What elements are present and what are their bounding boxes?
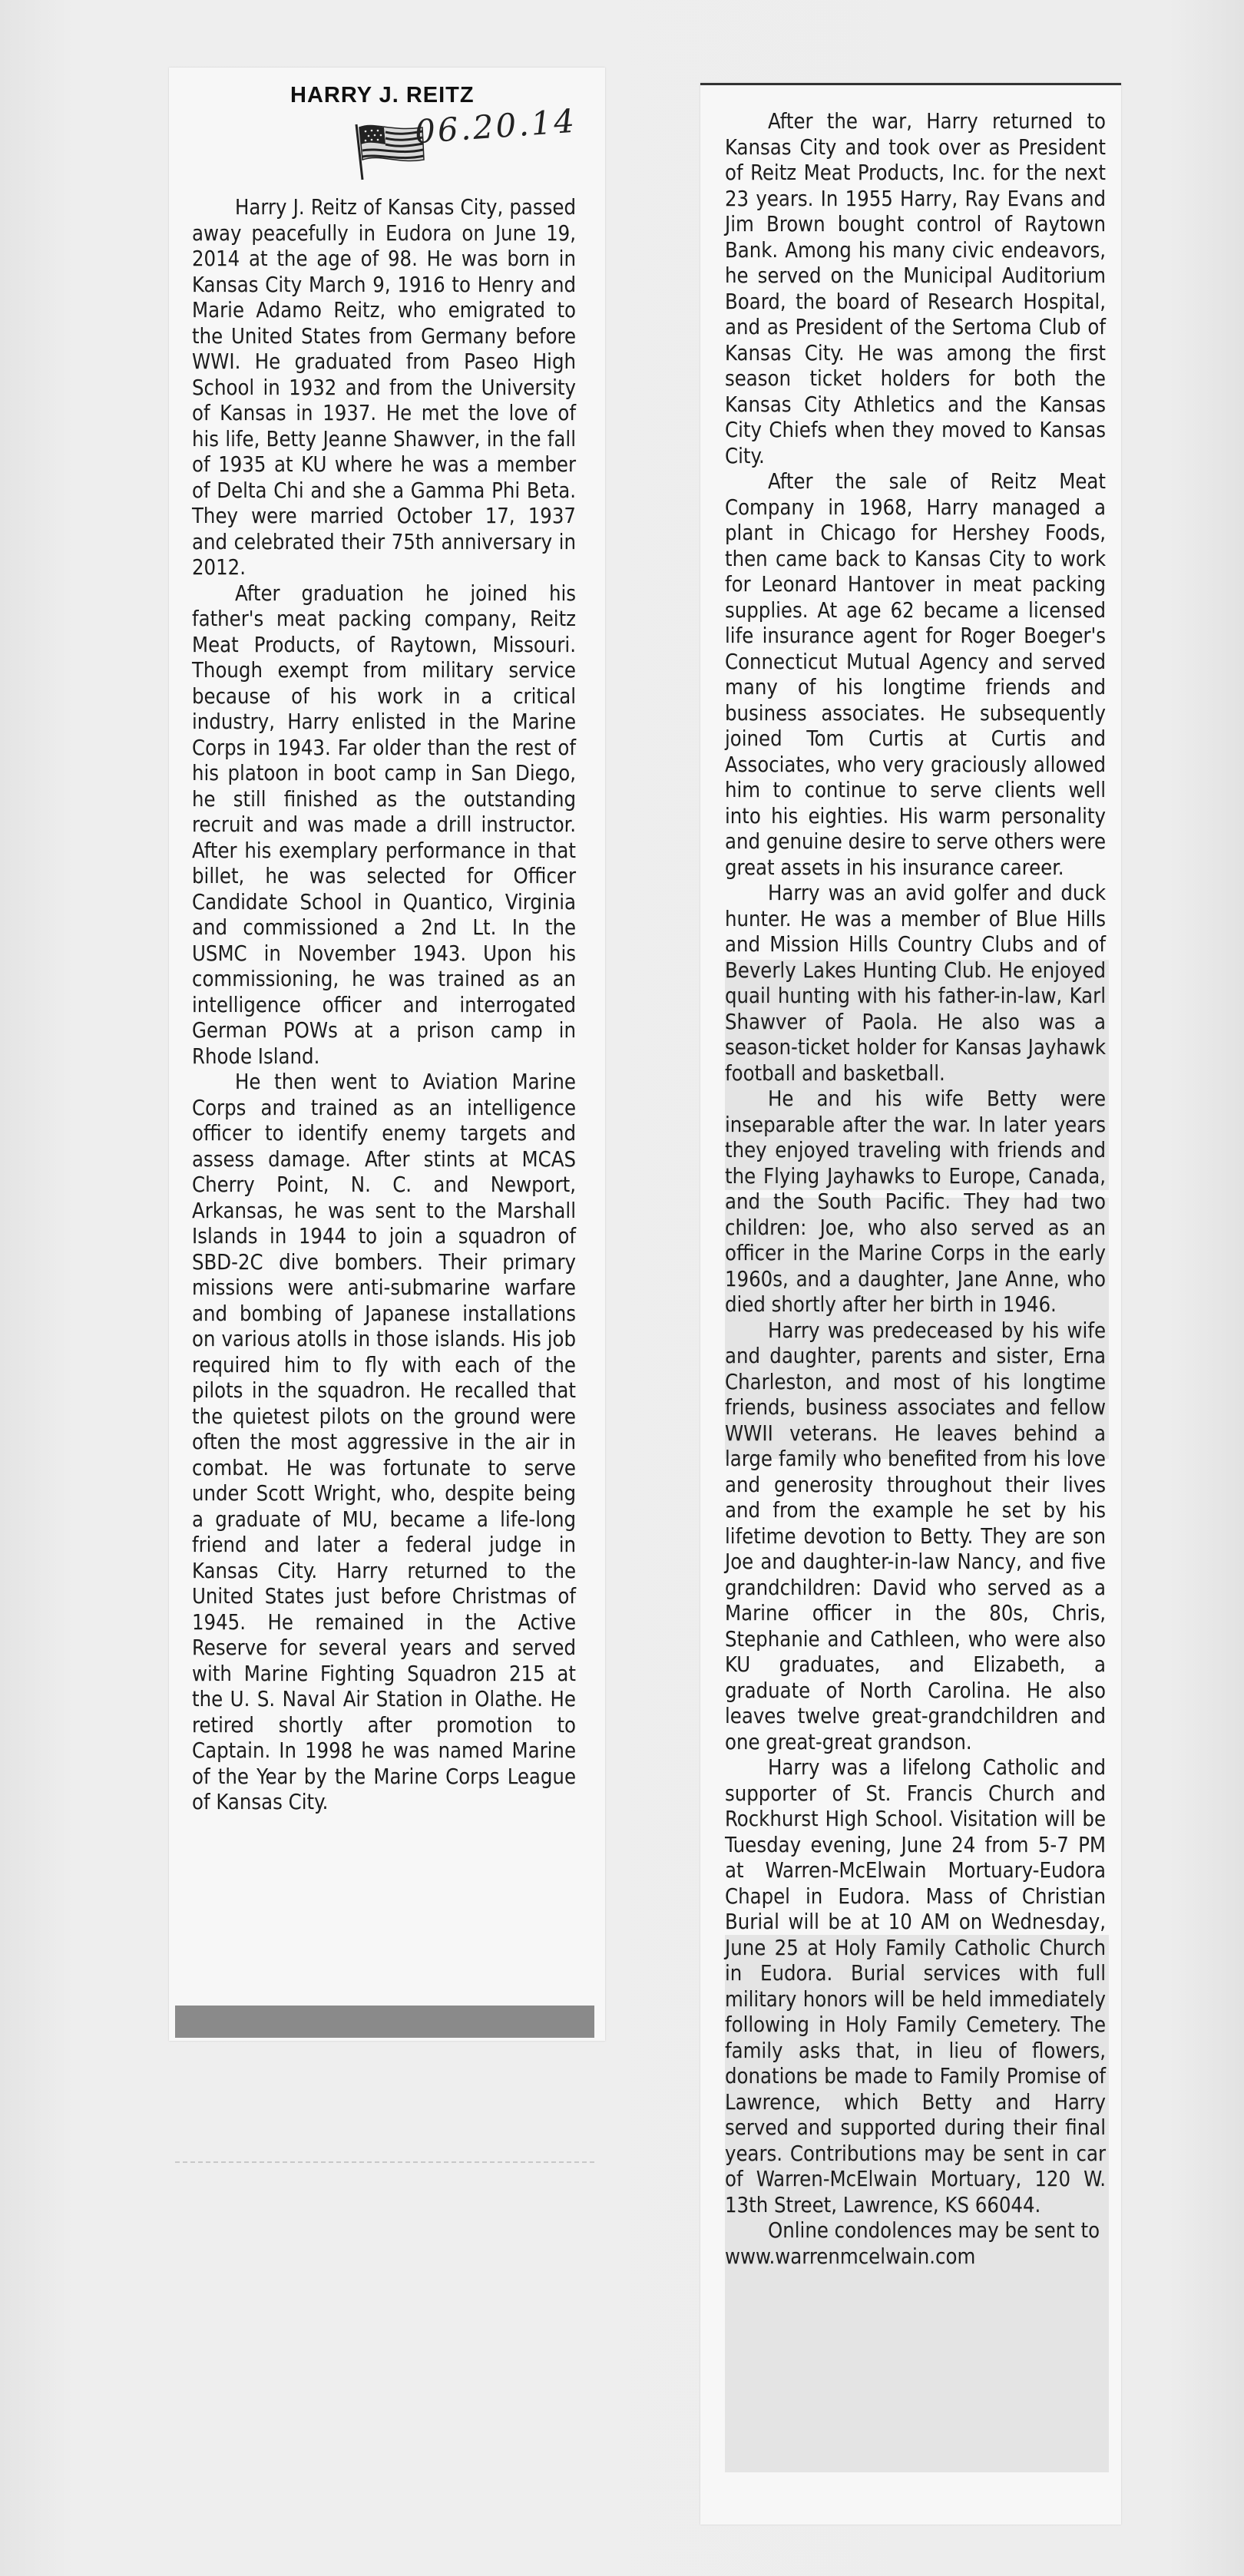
left-column-text	[192, 195, 576, 1816]
paragraph: After graduation he joined his father's meat packing company, Reitz Meat Products, of Raytown, Missouri. Though exempt from military service because of his work in a critical industry, Harry enlisted in the Marine Corps in 1943. Far older than the rest of his platoon in boot camp in San Diego, he still finished as the outstanding recruit and was made a drill instructor. After his exemplary performance in that billet, he was selected for Officer Candidate School in Quantico, Virginia and commissioned a 2nd Lt. In the USMC in November 1943. Upon his commissioning, he was trained as an intelligence officer and interrogated German POWs at a prison camp in Rhode Island.	[192, 581, 576, 1069]
top-rule	[700, 83, 1121, 85]
paragraph: Harry J. Reitz of Kansas City, passed away peacefully in Eudora on June 19, 2014 at the age of 98. He was born in Kansas City March 9, 1916 to Henry and Marie Adamo Reitz, who emigrated to the United States from Germany before WWI. He graduated from Paseo High School in 1932 and from the University of Kansas in 1937. He met the love of his life, Betty Jeanne Shawver, in the fall of 1935 at KU where he was a member of Delta Chi and she a Gamma Phi Beta. They were married October 17, 1937 and celebrated their 75th anniversary in 2012.	[192, 196, 576, 580]
mortuary-website-link[interactable]: www.warrenmcelwain.com	[725, 2244, 976, 2269]
paragraph: After the sale of Reitz Meat Company in 1968, Harry managed a plant in Chicago for Hershey Foods, then came back to Kansas City to work for Leonard Hantover in meat packing supplies. At age 62 became a licensed life insurance agent for Roger Boeger's Connecticut Mutual Agency and served many of his longtime friends and business associates. He subsequently joined Tom Curtis at Curtis and Associates, who very graciously allowed him to continue to serve clients well into his eighties. His warm personality and genuine desire to serve others were great assets in his insurance career.	[725, 470, 1106, 880]
paragraph: After the war, Harry returned to Kansas City and took over as President of Reitz Meat Products, Inc. for the next 23 years. In 1955 Harry, Ray Evans and Jim Brown bought control of Raytown Bank. Among his many civic endeavors, he served on the Municipal Auditorium Board, the board of Research Hospital, and as President of the Sertoma Club of Kansas City. He was among the first season ticket holders for both the Kansas City Athletics and the Kansas City Chiefs when they moved to Kansas City.	[725, 110, 1106, 468]
handwritten-date: 06.20.14	[413, 101, 578, 151]
obituary-headline: HARRY J. REITZ	[290, 83, 475, 107]
cut-line	[175, 2161, 594, 2163]
paragraph: He and his wife Betty were inseparable after the war. In later years they enjoyed traveling with friends and the Flying Jayhawks to Europe, Canada, and the South Pacific. They had two children: Joe, who also served as an officer in the Marine Corps in the early 1960s, and a daughter, Jane Anne, who died shortly after her birth in 1946.	[725, 1087, 1106, 1317]
gray-divider-band	[175, 2006, 594, 2038]
paragraph: Harry was a lifelong Catholic and supporter of St. Francis Church and Rockhurst High School. Visitation will be Tuesday evening, June 24 from 5-7 PM at Warren-McElwain Mortuary-Eudora Chapel in Eudora. Mass of Christian Burial will be at 10 AM on Wednesday, June 25 at Holy Family Catholic Church in Eudora. Burial services with full military honors will be held immediately following in Holy Family Cemetery. The family asks that, in lieu of flowers, donations be made to Family Promise of Lawrence, which Betty and Harry served and supported during their final years. Contributions may be sent in car of Warren-McElwain Mortuary, 120 W. 13th Street, Lawrence, KS 66044.	[725, 1756, 1106, 2217]
right-column-text	[725, 109, 1106, 2270]
paragraph: He then went to Aviation Marine Corps and trained as an intelligence officer to identify enemy targets and assess damage. After stints at MCAS Cherry Point, N. C. and Newport, Arkansas, he was sent to the Marshall Islands in 1944 to join a squadron of SBD-2C dive bombers. Their primary missions were anti-submarine warfare and bombing of Japanese installations on various atolls in those islands. His job required him to fly with each of the pilots in the squadron. He recalled that the quietest pilots on the ground were often the most aggressive in the air in combat. He was fortunate to serve under Scott Wright, who, despite being a graduate of MU, became a life-long friend and later a federal judge in Kansas City. Harry returned to the United States just before Christmas of 1945. He remained in the Active Reserve for several years and served with Marine Fighting Squadron 215 at the U. S. Naval Air Station in Olathe. He retired shortly after promotion to Captain. In 1998 he was named Marine of the Year by the Marine Corps League of Kansas City.	[192, 1070, 576, 1814]
paragraph: Harry was predeceased by his wife and daughter, parents and sister, Erna Charleston, and most of his longtime friends, business associates and fellow WWII veterans. He leaves behind a large family who benefited from his love and generosity throughout their lives and from the example he set by his lifetime devotion to Betty. They are son Joe and daughter-in-law Nancy, and five grandchildren: David who served as a Marine officer in the 80s, Chris, Stephanie and Cathleen, who were also KU graduates, and Elizabeth, a graduate of North Carolina. He also leaves twelve great-grandchildren and one great-great grandson.	[725, 1318, 1106, 1754]
paragraph: Online condolences may be sent to	[768, 2219, 1100, 2243]
paragraph: Harry was an avid golfer and duck hunter. He was a member of Blue Hills and Mission Hills Country Clubs and of Beverly Lakes Hunting Club. He enjoyed quail hunting with his father-in-law, Karl Shawver of Paola. He also was a season-ticket holder for Kansas Jayhawk football and basketball.	[725, 881, 1106, 1086]
